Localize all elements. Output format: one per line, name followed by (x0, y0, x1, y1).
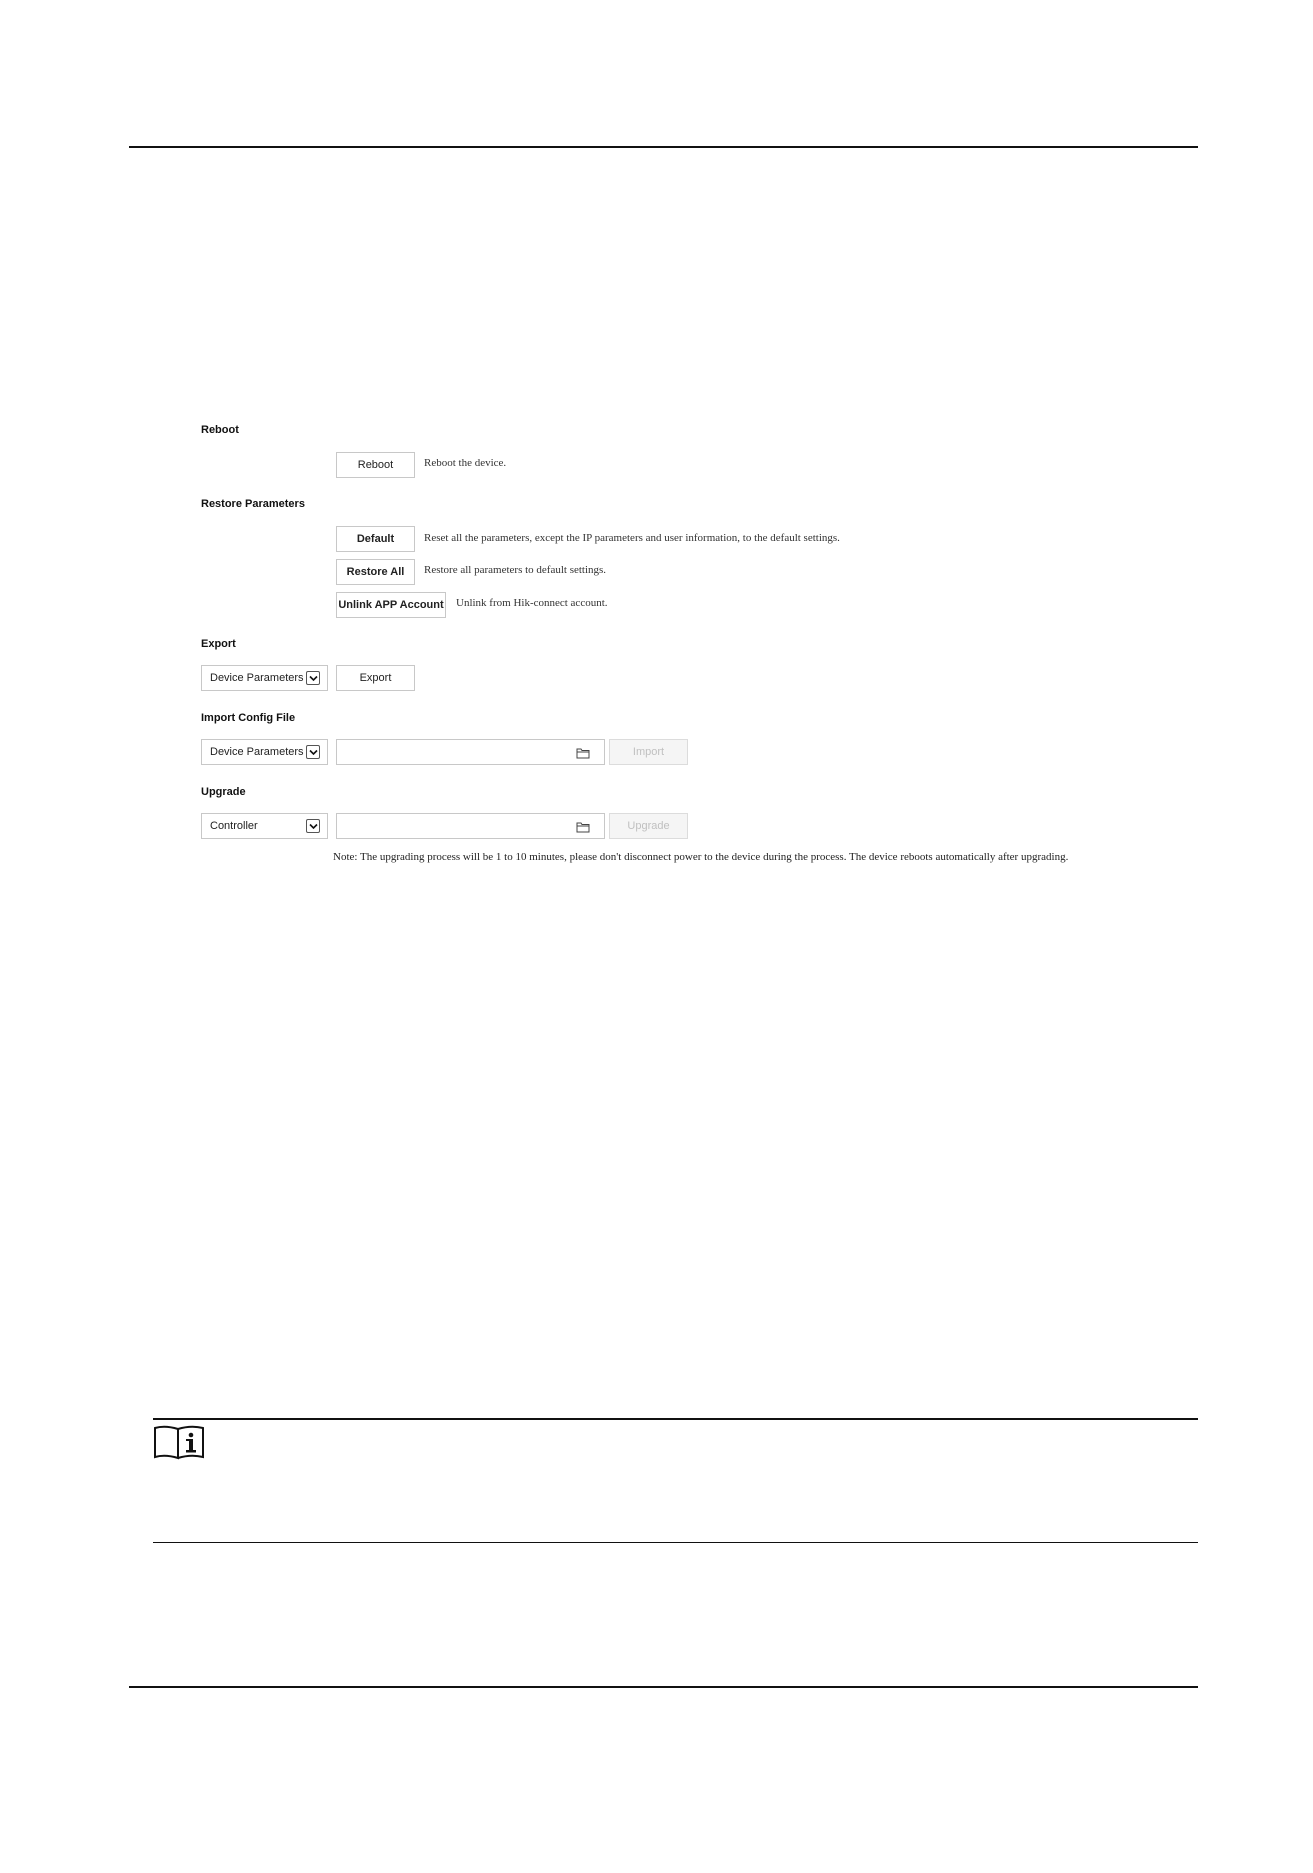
default-description: Reset all the parameters, except the IP parameters and user information, to the default settings. (424, 532, 840, 544)
note-info-icon (153, 1424, 205, 1465)
export-section-title: Export (201, 638, 236, 650)
default-button[interactable]: Default (336, 526, 415, 552)
unlink-app-account-button[interactable]: Unlink APP Account (336, 592, 446, 618)
import-file-input[interactable] (336, 739, 605, 765)
export-type-value: Device Parameters (210, 672, 304, 684)
import-section-title: Import Config File (201, 712, 296, 724)
note-top-rule (153, 1418, 1198, 1420)
unlink-description: Unlink from Hik-connect account. (456, 597, 608, 609)
upgrade-target-value: Controller (210, 820, 258, 832)
import-type-value: Device Parameters (210, 746, 304, 758)
folder-icon[interactable] (576, 820, 590, 838)
header-rule (129, 146, 1198, 148)
note-bottom-rule (153, 1542, 1198, 1543)
bottom-edge-artifact (172, 1866, 792, 1873)
upgrade-target-select[interactable] (201, 813, 328, 839)
restore-all-button[interactable]: Restore All (336, 559, 415, 585)
reboot-button[interactable]: Reboot (336, 452, 415, 478)
export-type-select[interactable] (201, 665, 328, 691)
upgrade-section-title: Upgrade (201, 786, 246, 798)
chevron-down-icon (306, 819, 320, 833)
footer-rule (129, 1686, 1198, 1688)
export-button[interactable]: Export (336, 665, 415, 691)
reboot-description: Reboot the device. (424, 457, 507, 469)
import-button[interactable]: Import (609, 739, 688, 765)
import-type-select[interactable] (201, 739, 328, 765)
restore-all-description: Restore all parameters to default settings. (424, 564, 607, 576)
restore-section-title: Restore Parameters (201, 498, 305, 510)
upgrade-file-input[interactable] (336, 813, 605, 839)
chevron-down-icon (306, 671, 320, 685)
chevron-down-icon (306, 745, 320, 759)
upgrade-note: Note: The upgrading process will be 1 to 10 minutes, please don't disconnect power to the device during the process. The device reboots automatically after upgrading. (333, 851, 1069, 863)
reboot-section-title: Reboot (201, 424, 239, 436)
folder-icon[interactable] (576, 746, 590, 764)
upgrade-button[interactable]: Upgrade (609, 813, 688, 839)
